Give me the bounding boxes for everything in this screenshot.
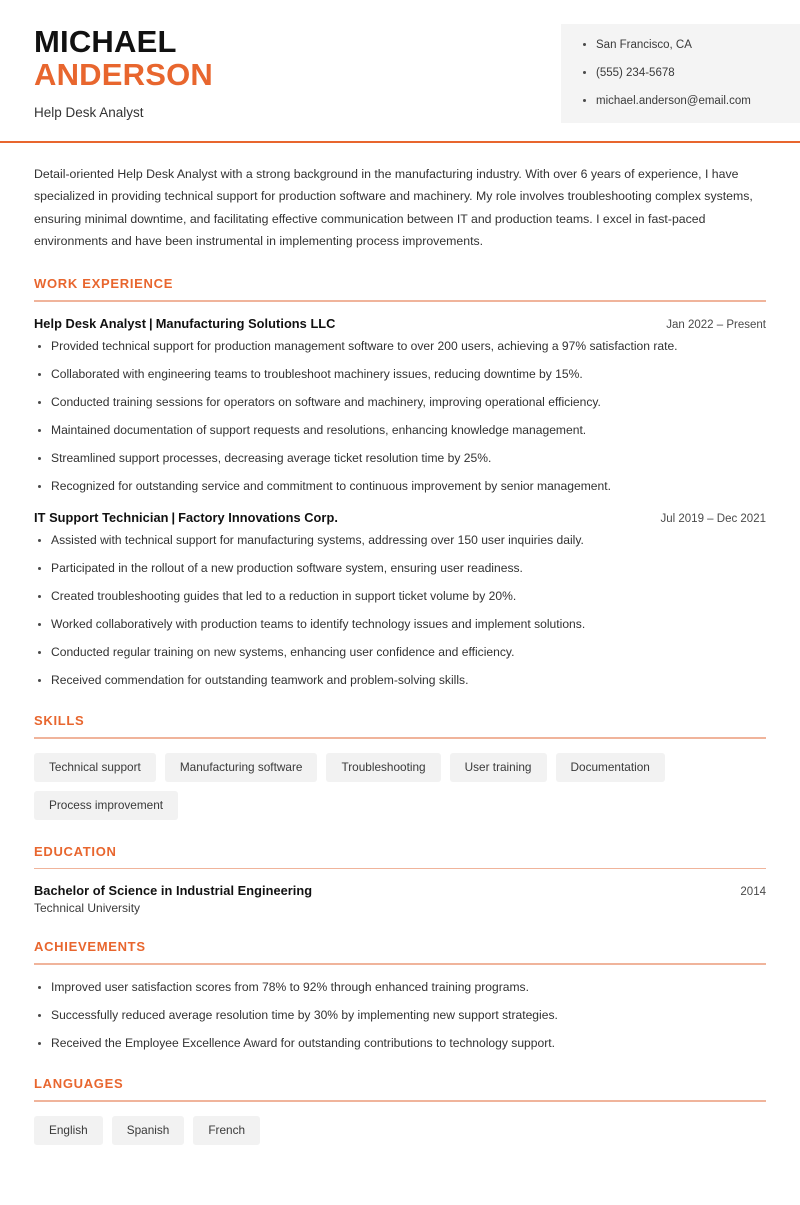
section-skills [34, 713, 766, 819]
languages-pill-row [34, 1116, 766, 1145]
list-item: Received the Employee Excellence Award for outstanding contributions to technology support. [34, 1035, 766, 1053]
work-entry-role: IT Support Technician [34, 509, 169, 525]
list-item: Conducted training sessions for operators on software and machinery, improving operational efficiency. [34, 394, 766, 412]
work-entry [34, 510, 766, 690]
language-pill[interactable]: French [193, 1116, 260, 1145]
list-item: Maintained documentation of support requests and resolutions, enhancing knowledge management. [34, 422, 766, 440]
skill-pill[interactable]: Troubleshooting [326, 753, 440, 782]
list-item: Successfully reduced average resolution time by 30% by implementing new support strategies. [34, 1007, 766, 1025]
section-languages [34, 1076, 766, 1144]
work-entry-header [34, 316, 766, 331]
list-item: Conducted regular training on new systems, enhancing user confidence and efficiency. [34, 644, 766, 662]
list-item: Improved user satisfaction scores from 78% to 92% through enhanced training programs. [34, 979, 766, 997]
contact-item[interactable]: (555) 234-5678 [583, 66, 784, 81]
section-divider [34, 300, 766, 302]
achievements-list [34, 979, 766, 1053]
work-entry-heading [34, 316, 335, 331]
contact-list [583, 38, 784, 109]
section-title-achievements: ACHIEVEMENTS [34, 939, 146, 955]
work-entry-company: Manufacturing Solutions LLC [155, 315, 336, 331]
work-entry-separator: | [171, 509, 176, 525]
skills-pill-row [34, 753, 766, 820]
section-divider [34, 963, 766, 965]
section-achievements [34, 939, 766, 1052]
section-education [34, 844, 766, 916]
section-title-skills: SKILLS [34, 713, 85, 729]
section-title-education: EDUCATION [34, 843, 117, 859]
work-entry-role: Help Desk Analyst [34, 315, 147, 331]
work-entry-separator: | [149, 315, 153, 331]
section-divider [34, 1100, 766, 1102]
section-title-languages: LANGUAGES [34, 1076, 124, 1092]
work-entry-header [34, 510, 766, 525]
work-entry-bullets [34, 532, 766, 690]
work-entry-company: Factory Innovations Corp. [178, 509, 338, 525]
section-work-experience [34, 276, 766, 689]
headline-job-title: Help Desk Analyst [34, 104, 144, 120]
section-title-work-experience: WORK EXPERIENCE [34, 276, 174, 292]
work-entry-list [34, 316, 766, 689]
contact-panel [561, 24, 800, 123]
professional-summary: Detail-oriented Help Desk Analyst with a strong background in the manufacturing industry. With over 6 years of experience, I have specialized in providing technical support for production software and machinery. My role involves troubleshooting complex systems, ensuring minimal downtime, and facilitating effective communication between IT and production teams. I excel in fast-paced environments and have been instrumental in implementing process improvements. [34, 166, 753, 248]
list-item: Assisted with technical support for manufacturing systems, addressing over 150 user inquiries daily. [34, 532, 766, 550]
contact-item[interactable]: michael.anderson@email.com [583, 94, 784, 109]
last-name: ANDERSON [34, 56, 214, 92]
list-item: Received commendation for outstanding teamwork and problem-solving skills. [34, 672, 766, 690]
education-entry-header [34, 883, 766, 898]
education-institution: Technical University [34, 901, 141, 916]
list-item: Created troubleshooting guides that led to a reduction in support ticket volume by 20%. [34, 588, 766, 606]
list-item: Collaborated with engineering teams to troubleshoot machinery issues, reducing downtime by 15%. [34, 366, 766, 384]
skill-pill[interactable]: User training [450, 753, 547, 782]
list-item: Worked collaboratively with production teams to identify technology issues and implement solutions. [34, 616, 766, 634]
work-entry-bullets [34, 338, 766, 496]
list-item: Provided technical support for production management software to over 200 users, achieving a 97% satisfaction rate. [34, 338, 766, 356]
list-item: Participated in the rollout of a new production software system, ensuring user readiness. [34, 560, 766, 578]
work-entry-date: Jan 2022 – Present [666, 318, 766, 331]
section-divider [34, 868, 766, 870]
identity-block [0, 24, 213, 120]
education-entry [34, 883, 766, 915]
language-pill[interactable]: English [34, 1116, 103, 1145]
work-entry-date: Jul 2019 – Dec 2021 [660, 512, 766, 525]
education-degree: Bachelor of Science in Industrial Engineering [34, 883, 313, 899]
skill-pill[interactable]: Documentation [556, 753, 665, 782]
education-year: 2014 [740, 886, 766, 899]
language-pill[interactable]: Spanish [112, 1116, 185, 1145]
header-divider [0, 141, 800, 143]
skill-pill[interactable]: Process improvement [34, 791, 178, 820]
list-item: Recognized for outstanding service and commitment to continuous improvement by senior management. [34, 478, 766, 496]
list-item: Streamlined support processes, decreasing average ticket resolution time by 25%. [34, 450, 766, 468]
section-divider [34, 737, 766, 739]
first-name: MICHAEL [34, 24, 177, 59]
work-entry [34, 316, 766, 496]
resume-header [0, 0, 800, 143]
skill-pill[interactable]: Manufacturing software [165, 753, 318, 782]
work-entry-heading [34, 510, 338, 525]
resume-body [0, 163, 800, 1145]
skill-pill[interactable]: Technical support [34, 753, 156, 782]
contact-item[interactable]: San Francisco, CA [583, 38, 784, 53]
education-entry-list [34, 883, 766, 915]
